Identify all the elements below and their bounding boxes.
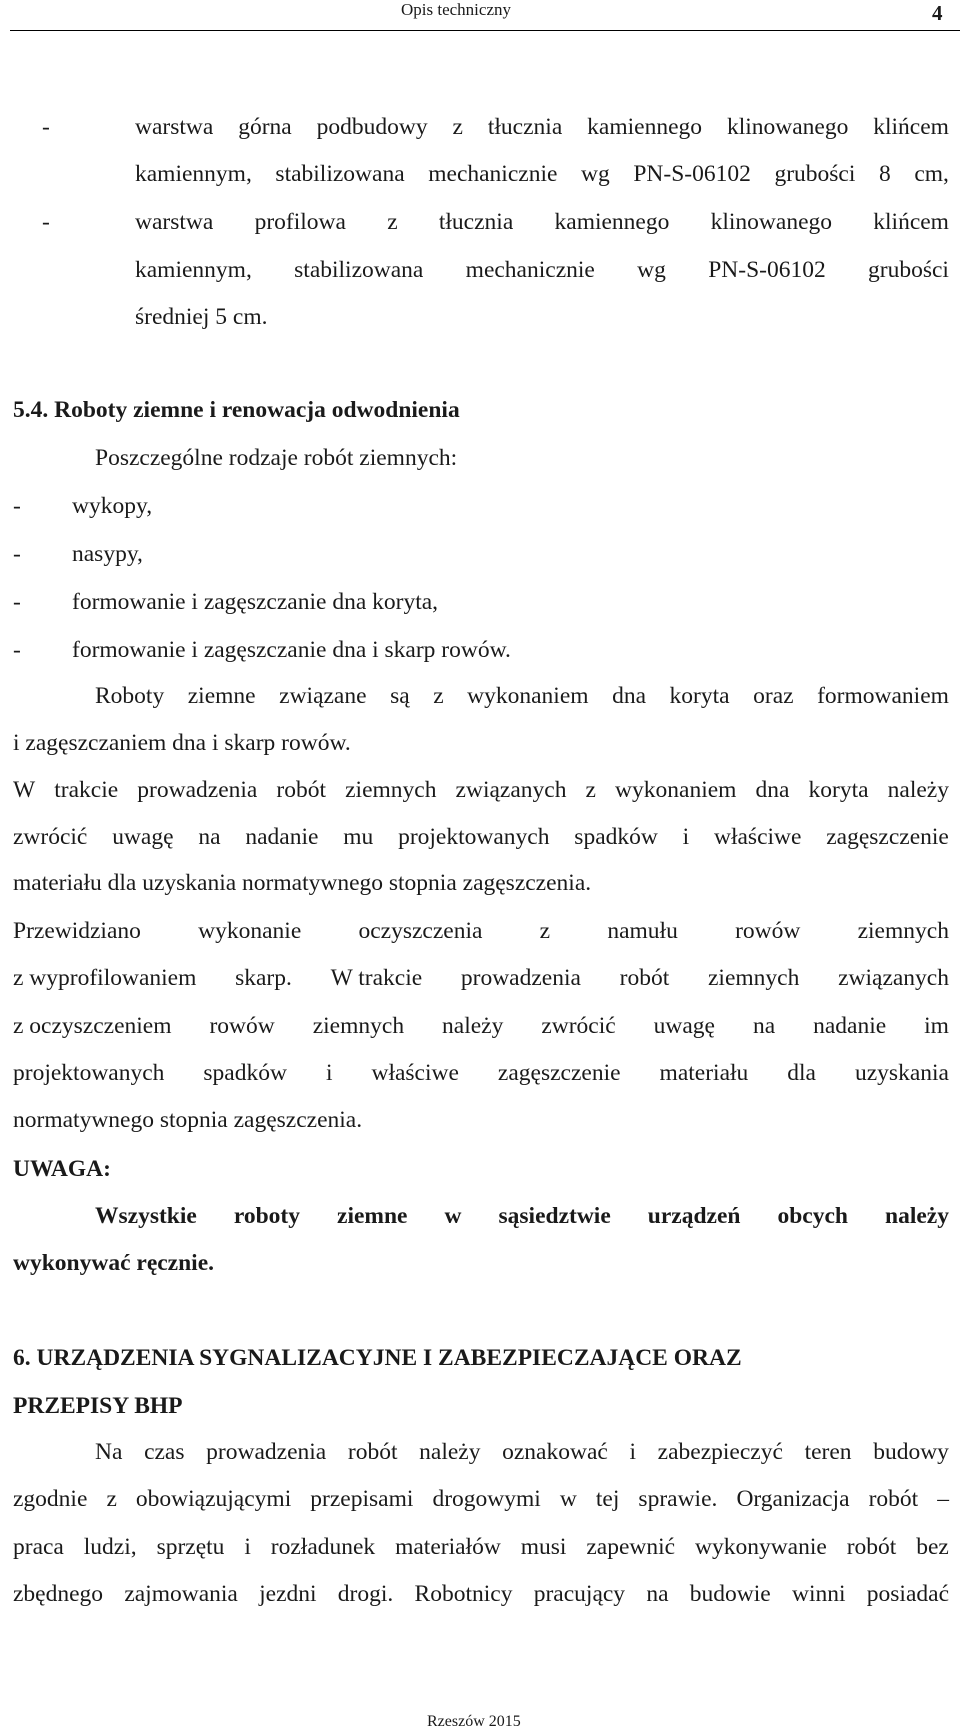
word: koryta [669,683,730,709]
word: drogi. [337,1581,394,1607]
word: z [452,114,463,140]
word: zwrócić [13,824,88,850]
word: i [629,1439,637,1465]
word: mu [343,824,374,850]
word: Na [95,1439,123,1465]
section-intro: Poszczególne rodzaje robót ziemnych: [95,445,458,471]
paragraph-line [95,681,949,711]
word: namułu [607,918,678,944]
word: ziemne [337,1203,408,1229]
word: praca [13,1534,64,1560]
word: profilowa [254,209,346,235]
bullet-text-line: średniej 5 cm. [135,304,268,330]
word: związane [279,683,367,709]
word: Roboty [95,683,165,709]
paragraph-line: normatywnego stopnia zagęszczenia. [13,1107,363,1133]
word: klinowanego [710,209,833,235]
bullet-text-line [135,159,949,189]
paragraph-line [13,1011,949,1041]
paragraph-line [13,1532,949,1562]
word: sprzętu [156,1534,225,1560]
paragraph-line [13,822,949,852]
word: z [585,777,596,803]
paragraph-line [13,1058,949,1088]
word: klińcem [873,114,949,140]
paragraph-line: materiału dla uzyskania normatywnego stopnia zagęszczenia. [13,870,592,896]
word: właściwe [714,824,802,850]
word: dna [612,683,647,709]
word: grubości [774,161,856,187]
word: W trakcie [330,965,423,991]
word: prowadzenia [206,1439,327,1465]
word: dna [755,777,790,803]
word: rowów [735,918,801,944]
paragraph-line [13,963,949,993]
word: materiałów [395,1534,501,1560]
word: projektowanych [398,824,550,850]
bullet-text-line [135,112,949,142]
word: kamiennego [587,114,703,140]
word: ziemnych [708,965,800,991]
word: na [646,1581,669,1607]
header-rule [10,30,960,31]
word: wykonanie [198,918,302,944]
word: robót [619,965,670,991]
word: podbudowy [316,114,428,140]
paragraph-line [95,1437,949,1467]
word: im [924,1013,949,1039]
word: budowie [689,1581,771,1607]
word: Organizacja [736,1486,850,1512]
list-dash: - [13,637,21,663]
word: zgodnie [13,1486,88,1512]
paragraph-line [13,916,949,946]
word: projektowanych [13,1060,165,1086]
section-heading-5-4: 5.4. Roboty ziemne i renowacja odwodnienia [13,397,460,423]
word: wykonaniem [467,683,589,709]
word: z [106,1486,117,1512]
word: cm, [914,161,949,187]
word: kamiennego [554,209,670,235]
word: sąsiedztwie [498,1203,611,1229]
word: rozładunek [270,1534,376,1560]
word: posiadać [866,1581,949,1607]
word: winni [791,1581,846,1607]
word: teren [804,1439,852,1465]
word: nadanie [245,824,319,850]
word: oraz [753,683,794,709]
word: z [539,918,551,944]
word: stabilizowana [275,161,405,187]
word: górna [238,114,292,140]
word: prowadzenia [460,965,581,991]
word: uwagę [653,1013,715,1039]
word: związanych [838,965,949,991]
word: pracujący [533,1581,626,1607]
word: obcych [777,1203,848,1229]
word: kamiennym, [135,257,252,283]
word: przepisami [310,1486,414,1512]
word: Wszystkie [95,1203,197,1229]
word: spadków [203,1060,287,1086]
word: w [444,1203,462,1229]
word: wg [581,161,610,187]
word: obowiązującymi [135,1486,292,1512]
word: bez [916,1534,949,1560]
word: trakcie [54,777,119,803]
word: wykonaniem [615,777,737,803]
list-dash: - [13,493,21,519]
word: drogowymi [432,1486,541,1512]
word: zagęszczenie [497,1060,621,1086]
warning-text-line: wykonywać ręcznie. [13,1250,215,1276]
warning-text-line [95,1201,949,1231]
word: uwagę [112,824,174,850]
document-header-title: Opis techniczny [401,0,511,19]
word: skarp. [235,965,292,991]
word: zajmowania [124,1581,238,1607]
word: oczyszczenia [358,918,483,944]
word: związanych [455,777,567,803]
list-item: nasypy, [72,541,143,567]
word: stabilizowana [294,257,424,283]
word: należy [885,1203,949,1229]
word: grubości [868,257,949,283]
word: tłucznia [438,209,514,235]
paragraph-line [13,1579,949,1609]
word: sprawie. [638,1486,718,1512]
paragraph-line [13,1484,949,1514]
word: wg [637,257,666,283]
list-dash: - [13,589,21,615]
word: PN-S-06102 [633,161,751,187]
word: należy [887,777,949,803]
list-item: formowanie i zagęszczanie dna i skarp rowów. [72,637,511,663]
word: robót [868,1486,919,1512]
section-heading-6: 6. URZĄDZENIA SYGNALIZACYJNE I ZABEZPIECZAJĄCE ORAZ [13,1345,742,1371]
word: robót [846,1534,897,1560]
warning-label: UWAGA: [13,1156,111,1182]
word: tłucznia [487,114,563,140]
word: są [390,683,410,709]
word: w [559,1486,577,1512]
word: i [682,824,690,850]
list-item: wykopy, [72,493,153,519]
word: 8 [878,161,891,187]
word: kamiennym, [135,161,252,187]
word: Przewidziano [13,918,141,944]
word: oznakować [502,1439,608,1465]
word: na [198,824,221,850]
word: ziemnych [857,918,949,944]
section-heading-6-cont: PRZEPISY BHP [13,1393,183,1419]
word: na [752,1013,776,1039]
word: i [325,1060,333,1086]
paragraph-line [13,775,949,805]
word: jezdni [259,1581,317,1607]
word: z [433,683,444,709]
bullet-text-line [135,255,949,285]
word: mechanicznie [465,257,595,283]
word: warstwa [135,209,214,235]
word: z oczyszczeniem [13,1013,172,1039]
word: robót [347,1439,398,1465]
word: urządzeń [647,1203,741,1229]
word: zagęszczenie [826,824,949,850]
word: W [13,777,36,803]
word: czas [144,1439,185,1465]
word: uzyskania [855,1060,949,1086]
word: tej [595,1486,620,1512]
bullet-dash: - [42,114,50,140]
word: zabezpieczyć [657,1439,783,1465]
word: z wyprofilowaniem [13,965,197,991]
word: musi [520,1534,567,1560]
list-item: formowanie i zagęszczanie dna koryta, [72,589,439,615]
list-dash: - [13,541,21,567]
word: warstwa [135,114,214,140]
word: spadków [574,824,658,850]
document-footer: Rzeszów 2015 [427,1713,521,1730]
word: z [387,209,398,235]
word: należy [442,1013,504,1039]
word: mechanicznie [428,161,558,187]
paragraph-line: i zagęszczaniem dna i skarp rowów. [13,730,351,756]
word: wykonywanie [694,1534,827,1560]
word: zbędnego [13,1581,104,1607]
word: zapewnić [586,1534,676,1560]
word: klińcem [873,209,949,235]
word: ziemne [187,683,256,709]
word: koryta [808,777,869,803]
word: należy [419,1439,481,1465]
word: zwrócić [541,1013,616,1039]
word: dla [787,1060,816,1086]
word: – [937,1486,949,1512]
word: ziemnych [312,1013,405,1039]
word: i [244,1534,251,1560]
word: roboty [233,1203,300,1229]
word: materiału [659,1060,749,1086]
bullet-text-line [135,207,949,237]
word: właściwe [371,1060,459,1086]
word: robót [276,777,327,803]
word: ludzi, [83,1534,137,1560]
word: ziemnych [345,777,437,803]
word: Robotnicy [414,1581,513,1607]
word: klinowanego [726,114,849,140]
word: prowadzenia [137,777,258,803]
word: formowaniem [817,683,949,709]
word: budowy [873,1439,949,1465]
page-number: 4 [932,1,943,25]
word: PN-S-06102 [708,257,826,283]
word: rowów [209,1013,275,1039]
word: nadanie [813,1013,887,1039]
bullet-dash: - [42,209,50,235]
